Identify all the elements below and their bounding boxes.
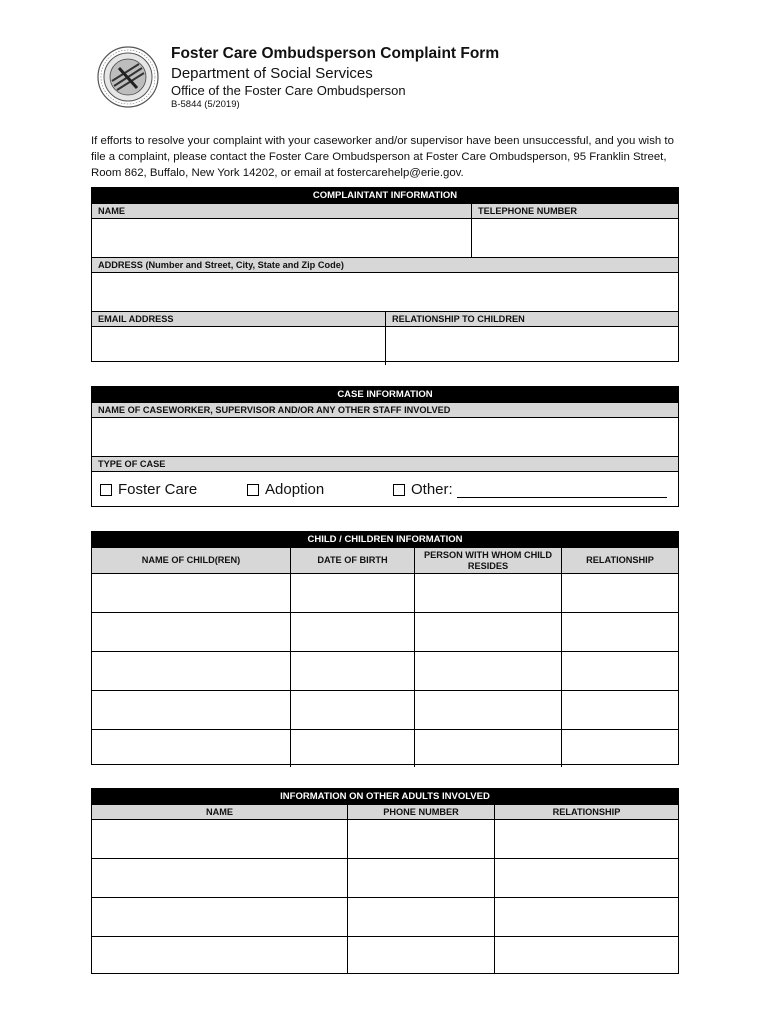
checkbox-icon[interactable]	[247, 484, 259, 496]
relationship-cell[interactable]	[562, 613, 678, 651]
table-row	[92, 690, 678, 729]
relationship-cell[interactable]	[562, 652, 678, 690]
column-header: DATE OF BIRTH	[291, 548, 415, 573]
table-row	[92, 897, 678, 936]
address-label: ADDRESS (Number and Street, City, State and Zip Code)	[92, 257, 678, 272]
column-header: RELATIONSHIP	[586, 555, 654, 565]
column-header: PHONE NUMBER	[348, 805, 495, 819]
email-label: EMAIL ADDRESS	[92, 312, 385, 326]
adult-relationship-cell[interactable]	[495, 859, 678, 897]
name-label: NAME	[92, 204, 471, 218]
section-heading: COMPLAINTANT INFORMATION	[92, 188, 678, 203]
child-name-cell[interactable]	[92, 730, 291, 767]
column-header: PERSON WITH WHOM CHILD RESIDES	[415, 548, 562, 573]
resides-cell[interactable]	[415, 613, 562, 651]
form-number: B-5844 (5/2019)	[171, 99, 240, 110]
adults-section	[91, 788, 679, 974]
table-row	[92, 936, 678, 974]
column-header: RELATIONSHIP	[552, 806, 621, 817]
relationship-cell[interactable]	[562, 730, 678, 767]
adult-phone-cell[interactable]	[348, 898, 495, 936]
adult-name-cell[interactable]	[92, 859, 348, 897]
office-name: Office of the Foster Care Ombudsperson	[171, 83, 406, 98]
telephone-field[interactable]	[472, 218, 678, 257]
adult-name-cell[interactable]	[92, 937, 348, 974]
child-name-cell[interactable]	[92, 691, 291, 729]
relationship-cell[interactable]	[562, 574, 678, 612]
table-row	[92, 729, 678, 767]
adult-relationship-cell[interactable]	[495, 898, 678, 936]
intro-paragraph: If efforts to resolve your complaint with your caseworker and/or supervisor have been unsuccessful, and you wish to file a complaint, please contact the Foster Care Ombudsperson at Foster Care Ombudsperson, 95 Franklin Street, Room 862, Buffalo, New York 14202, or email at fostercarehelp@erie.gov.	[91, 135, 674, 179]
adoption-checkbox[interactable]	[247, 481, 393, 498]
form-title: Foster Care Ombudsperson Complaint Form	[171, 45, 500, 62]
table-row	[92, 651, 678, 690]
case-type-options	[92, 471, 678, 507]
foster-care-checkbox[interactable]	[100, 481, 247, 498]
section-heading: CASE INFORMATION	[92, 387, 678, 402]
child-name-cell[interactable]	[92, 574, 291, 612]
complainant-section	[91, 187, 679, 362]
checkbox-icon[interactable]	[393, 484, 405, 496]
adult-name-cell[interactable]	[92, 820, 348, 858]
table-row	[92, 573, 678, 612]
checkbox-icon[interactable]	[100, 484, 112, 496]
dob-cell[interactable]	[291, 574, 415, 612]
section-heading: CHILD / CHILDREN INFORMATION	[92, 532, 678, 547]
table-row	[92, 612, 678, 651]
section-heading: INFORMATION ON OTHER ADULTS INVOLVED	[92, 789, 678, 804]
resides-cell[interactable]	[415, 691, 562, 729]
child-name-cell[interactable]	[92, 613, 291, 651]
adult-name-cell[interactable]	[92, 898, 348, 936]
dob-cell[interactable]	[291, 652, 415, 690]
foster-care-label: Foster Care	[118, 481, 198, 498]
case-section	[91, 386, 679, 507]
resides-cell[interactable]	[415, 730, 562, 767]
email-field[interactable]	[92, 326, 385, 365]
department-name: Department of Social Services	[171, 65, 373, 82]
staff-field[interactable]	[92, 417, 678, 456]
relationship-field[interactable]	[386, 326, 678, 365]
adults-table-header	[92, 804, 678, 819]
telephone-label: TELEPHONE NUMBER	[472, 204, 678, 218]
column-header: NAME	[92, 805, 348, 819]
adult-phone-cell[interactable]	[348, 937, 495, 974]
adoption-label: Adoption	[265, 481, 325, 498]
other-label: Other:	[411, 481, 453, 498]
case-type-label: TYPE OF CASE	[92, 456, 678, 471]
adult-phone-cell[interactable]	[348, 859, 495, 897]
adult-relationship-cell[interactable]	[495, 820, 678, 858]
resides-cell[interactable]	[415, 574, 562, 612]
dob-cell[interactable]	[291, 613, 415, 651]
child-name-cell[interactable]	[92, 652, 291, 690]
other-checkbox[interactable]	[393, 481, 667, 498]
table-row	[92, 858, 678, 897]
relationship-cell[interactable]	[562, 691, 678, 729]
county-seal-logo	[97, 46, 159, 108]
staff-label: NAME OF CASEWORKER, SUPERVISOR AND/OR ANY OTHER STAFF INVOLVED	[92, 402, 678, 417]
children-section	[91, 531, 679, 765]
table-row	[92, 819, 678, 858]
resides-cell[interactable]	[415, 652, 562, 690]
children-table-header	[92, 547, 678, 573]
dob-cell[interactable]	[291, 691, 415, 729]
column-header: NAME OF CHILD(REN)	[92, 548, 291, 573]
name-field[interactable]	[92, 218, 471, 257]
dob-cell[interactable]	[291, 730, 415, 767]
adult-relationship-cell[interactable]	[495, 937, 678, 974]
adult-phone-cell[interactable]	[348, 820, 495, 858]
address-field[interactable]	[92, 272, 678, 311]
other-text-field[interactable]	[457, 481, 667, 498]
relationship-label: RELATIONSHIP TO CHILDREN	[386, 312, 678, 326]
